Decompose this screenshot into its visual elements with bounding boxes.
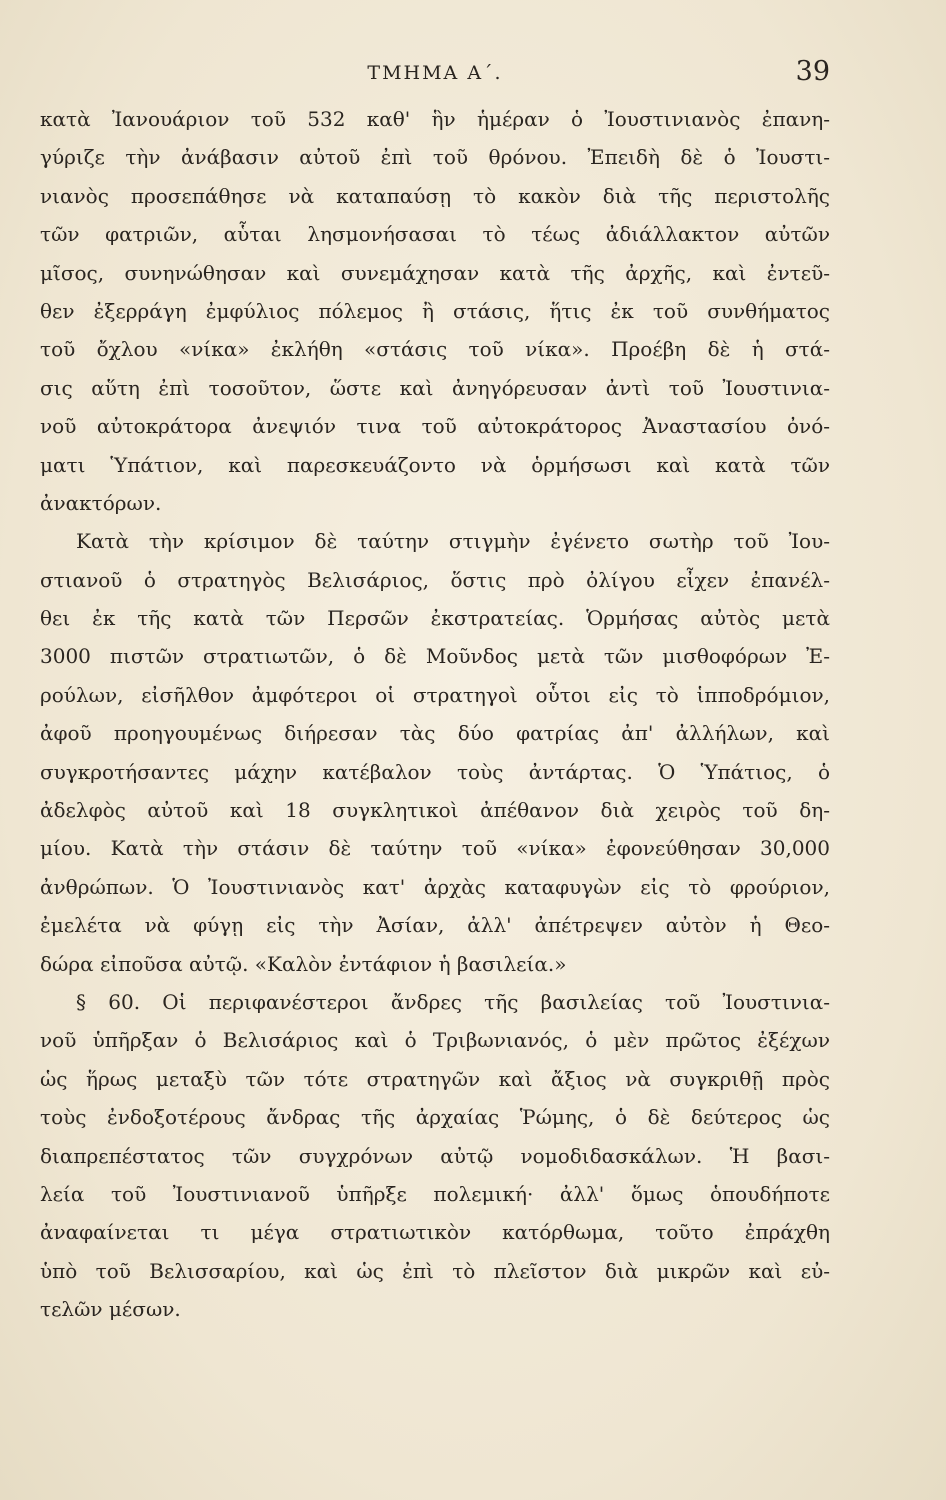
text-line: ἀνακτόρων.	[40, 490, 162, 515]
text-line: τοὺς ἐνδοξοτέρους ἄνδρας τῆς ἀρχαίας Ῥώμης, ὁ δὲ δεύτερος ὡς	[40, 1105, 830, 1130]
text-line: τῶν φατριῶν, αὗται λησμονήσασαι τὸ τέως ἀδιάλλακτον αὐτῶν	[40, 222, 830, 247]
text-line: νοῦ αὐτοκράτορα ἀνεψιόν τινα τοῦ αὐτοκράτορος Ἀναστασίου ὀνό-	[40, 414, 830, 439]
text-line: στιανοῦ ὁ στρατηγὸς Βελισάριος, ὅστις πρὸ ὀλίγου εἶχεν ἐπανέλ-	[40, 567, 830, 592]
text-line: διαπρεπέστατος τῶν συγχρόνων αὐτῷ νομοδιδασκάλων. Ἡ βασι-	[40, 1143, 830, 1168]
text-line: ἀναφαίνεται τι μέγα στρατιωτικὸν κατόρθωμα, τοῦτο ἐπράχθη	[40, 1220, 830, 1245]
text-line: ὡς ἥρως μεταξὺ τῶν τότε στρατηγῶν καὶ ἄξιος νὰ συγκριθῇ πρὸς	[40, 1066, 830, 1091]
text-line: λεία τοῦ Ἰουστινιανοῦ ὑπῆρξε πολεμική· ἀλλ' ὅμως ὁπουδήποτε	[40, 1181, 830, 1206]
text-line: τελῶν μέσων.	[40, 1297, 181, 1322]
page-number: 39	[795, 56, 830, 87]
text-line: 3000 πιστῶν στρατιωτῶν, ὁ δὲ Μοῦνδος μετὰ τῶν μισθοφόρων Ἐ-	[40, 644, 830, 669]
text-line: ρούλων, εἰσῆλθον ἀμφότεροι οἱ στρατηγοὶ οὗτοι εἰς τὸ ἱπποδρόμιον,	[40, 682, 830, 707]
text-line: μίου. Κατὰ τὴν στάσιν δὲ ταύτην τοῦ «νίκα» ἐφονεύθησαν 30,000	[40, 836, 830, 861]
text-line: Κατὰ τὴν κρίσιμον δὲ ταύτην στιγμὴν ἐγένετο σωτὴρ τοῦ Ἰου-	[76, 529, 830, 554]
page-header	[40, 56, 830, 96]
body-text	[40, 100, 830, 1329]
text-line: § 60. Οἱ περιφανέστεροι ἄνδρες τῆς βασιλείας τοῦ Ἰουστινια-	[76, 989, 830, 1014]
text-line: μῖσος, συνηνώθησαν καὶ συνεμάχησαν κατὰ τῆς ἀρχῆς, καὶ ἐντεῦ-	[40, 260, 830, 285]
text-line: ἀνθρώπων. Ὁ Ἰουστινιανὸς κατ' ἀρχὰς καταφυγὼν εἰς τὸ φρούριον,	[40, 874, 830, 899]
text-line: ἐμελέτα νὰ φύγῃ εἰς τὴν Ἀσίαν, ἀλλ' ἀπέτρεψεν αὐτὸν ἡ Θεο-	[40, 913, 830, 938]
text-line: ἀφοῦ προηγουμένως διήρεσαν τὰς δύο φατρίας ἀπ' ἀλλήλων, καὶ	[40, 721, 830, 746]
text-line: σις αὕτη ἐπὶ τοσοῦτον, ὥστε καὶ ἀνηγόρευσαν ἀντὶ τοῦ Ἰουστινια-	[40, 375, 830, 400]
text-line: ἀδελφὸς αὐτοῦ καὶ 18 συγκλητικοὶ ἀπέθανον διὰ χειρὸς τοῦ δη-	[40, 798, 830, 823]
text-line: συγκροτήσαντες μάχην κατέβαλον τοὺς ἀντάρτας. Ὁ Ὑπάτιος, ὁ	[40, 759, 830, 784]
text-line: νοῦ ὑπῆρξαν ὁ Βελισάριος καὶ ὁ Τριβωνιανός, ὁ μὲν πρῶτος ἐξέχων	[40, 1028, 830, 1053]
text-line: τοῦ ὄχλου «νίκα» ἐκλήθη «στάσις τοῦ νίκα». Προέβη δὲ ἡ στά-	[40, 337, 830, 362]
text-line: κατὰ Ἰανουάριον τοῦ 532 καθ' ἣν ἡμέραν ὁ Ἰουστινιανὸς ἐπανη-	[40, 107, 830, 131]
text-line: θει ἐκ τῆς κατὰ τῶν Περσῶν ἐκστρατείας. Ὁρμήσας αὐτὸς μετὰ	[40, 606, 830, 631]
text-line: γύριζε τὴν ἀνάβασιν αὐτοῦ ἐπὶ τοῦ θρόνου. Ἐπειδὴ δὲ ὁ Ἰουστι-	[40, 145, 830, 170]
text-line: νιανὸς προσεπάθησε νὰ καταπαύσῃ τὸ κακὸν διὰ τῆς περιστολῆς	[40, 183, 830, 208]
running-head: ΤΜΗΜΑ Α΄.	[367, 62, 503, 84]
text-line: ματι Ὑπάτιον, καὶ παρεσκευάζοντο νὰ ὁρμήσωσι καὶ κατὰ τῶν	[40, 452, 830, 477]
text-line: ὑπὸ τοῦ Βελισσαρίου, καὶ ὡς ἐπὶ τὸ πλεῖστον διὰ μικρῶν καὶ εὐ-	[40, 1258, 830, 1283]
text-line: δώρα εἰποῦσα αὐτῷ. «Καλὸν ἐντάφιον ἡ βασιλεία.»	[40, 951, 567, 976]
text-line: θεν ἐξερράγη ἐμφύλιος πόλεμος ἢ στάσις, ἥτις ἐκ τοῦ συνθήματος	[40, 298, 830, 323]
